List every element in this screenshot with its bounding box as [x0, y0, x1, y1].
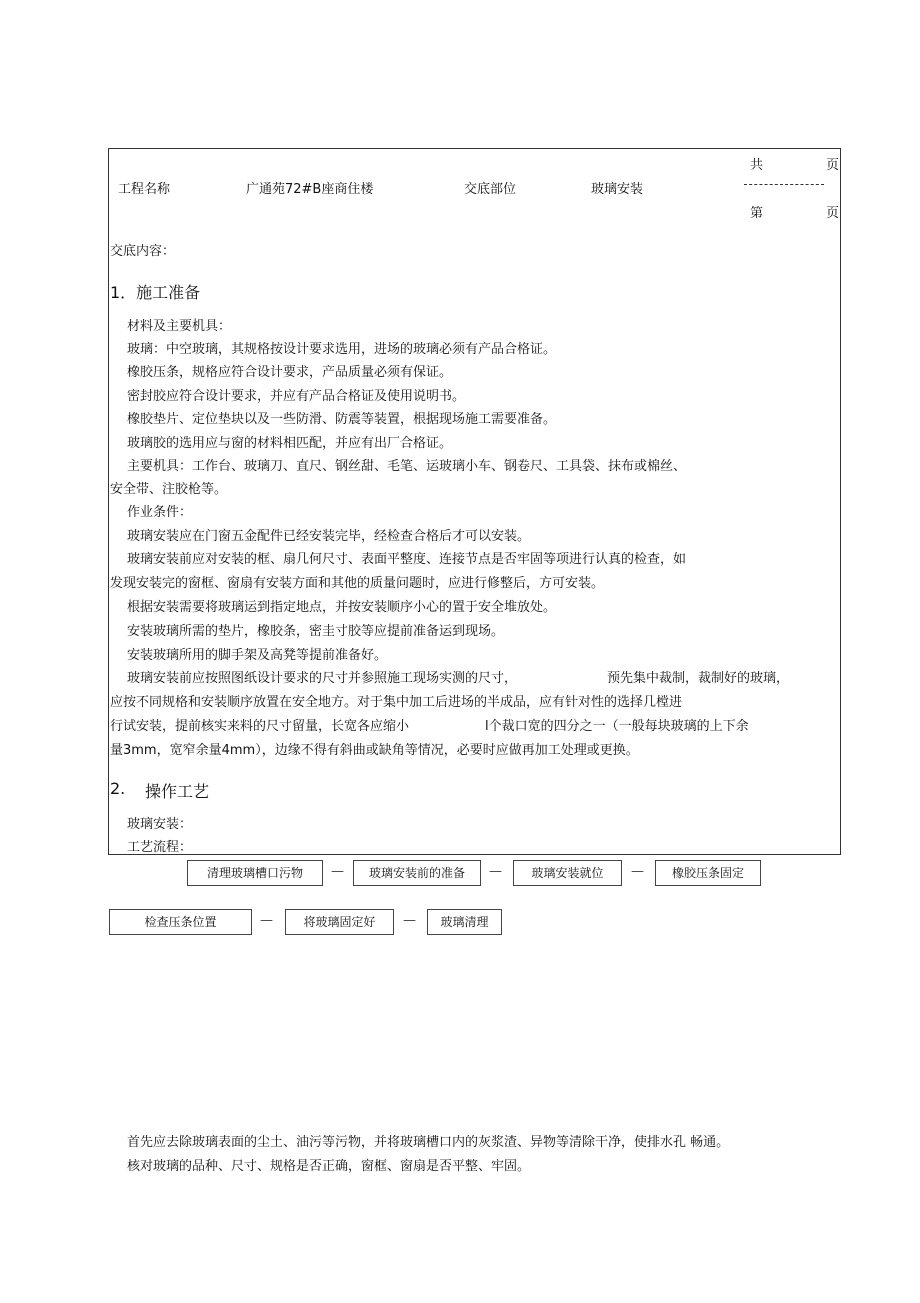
- s1-line: l个裁口宽的四分之一（一般每块玻璃的上下余: [485, 719, 749, 734]
- flow-connector: —: [489, 864, 502, 879]
- total-pages-suffix: 页: [826, 158, 840, 173]
- s1-line: 安全带、注胶枪等。: [110, 482, 228, 497]
- s1-line: 量3mm，宽窄余量4mm），边缘不得有斜曲或缺角等情况，必要时应做再加工处理或更换。: [110, 743, 639, 758]
- s1-line: 发现安装完的窗框、窗扇有安装方面和其他的质量问题时，应进行修整后，方可安装。: [110, 576, 605, 591]
- section1-title: 1．施工准备: [110, 283, 201, 302]
- flow-step-fix-glass: 将玻璃固定好: [285, 909, 394, 935]
- s2-line: 玻璃安装：: [127, 817, 193, 832]
- s2-line: 工艺流程：: [127, 840, 193, 855]
- flow-step-check-strip: 检查压条位置: [109, 909, 252, 935]
- s1-line: 作业条件：: [127, 505, 193, 520]
- s1-line: 玻璃安装前应按照图纸设计要求的尺寸并参照施工现场实测的尺寸，: [127, 671, 518, 686]
- footer-line: 首先应去除玻璃表面的尘土、油污等污物，并将玻璃槽口内的灰浆渣、异物等清除干净，使排水孔 畅通。: [127, 1135, 730, 1150]
- s1-line: 材料及主要机具：: [127, 319, 232, 334]
- s1-line: 应按不同规格和安装顺序放置在安全地方。对于集中加工后进场的半成品，应有针对性的选择几樘进: [110, 695, 683, 710]
- content-label: 交底内容：: [110, 244, 176, 259]
- section2-title: 操作工艺: [145, 782, 210, 801]
- s1-line: 预先集中裁制，裁制好的玻璃，: [607, 671, 790, 686]
- page-prefix: 第: [750, 206, 764, 221]
- s1-line: 根据安装需要将玻璃运到指定地点，并按安装顺序小心的置于安全堆放处。: [127, 600, 557, 615]
- s1-line: 玻璃胶的选用应与窗的材料相匹配，并应有出厂合格证。: [127, 436, 453, 451]
- flow-connector: —: [631, 864, 644, 879]
- s1-line: 密封胶应符合设计要求，并应有产品合格证及使用说明书。: [127, 389, 466, 404]
- s1-line: 主要机具：工作台、玻璃刀、直尺、钢丝甜、毛笔、运玻璃小车、钢卷尺、工具袋、抹布或棉丝、: [127, 459, 687, 474]
- part-label: 交底部位: [464, 182, 517, 197]
- s1-line: 安装玻璃所需的垫片，橡胶条，密圭寸胶等应提前准备运到现场。: [127, 624, 505, 639]
- flow-connector: —: [403, 913, 416, 928]
- s1-line: 橡胶垫片、定位垫块以及一些防滑、防震等装置，根据现场施工需要准备。: [127, 412, 557, 427]
- flow-step-fix-strip: 橡胶压条固定: [655, 860, 761, 886]
- flow-connector: —: [331, 864, 344, 879]
- flow-step-position: 玻璃安装就位: [513, 860, 622, 886]
- page-suffix: 页: [826, 206, 840, 221]
- page-divider: [744, 184, 824, 185]
- s1-line: 玻璃：中空玻璃，其规格按设计要求选用，进场的玻璃必须有产品合格证。: [127, 342, 557, 357]
- s1-line: 行试安装，提前核实来料的尺寸留量，长宽各应缩小: [110, 719, 410, 734]
- s1-line: 安装玻璃所用的脚手架及高凳等提前准备好。: [127, 648, 388, 663]
- total-pages-prefix: 共: [750, 158, 764, 173]
- flow-step-clean-groove: 清理玻璃槽口污物: [187, 860, 323, 886]
- project-name-value: 广通苑72#B座商住楼: [246, 182, 374, 197]
- part-value: 玻璃安装: [591, 182, 644, 197]
- footer-line: 核对玻璃的品种、尺寸、规格是否正确，窗框、窗扇是否平整、牢固。: [127, 1159, 531, 1174]
- s1-line: 橡胶压条，规格应符合设计要求，产品质量必须有保证。: [127, 365, 453, 380]
- section2-number: 2.: [110, 779, 126, 798]
- s1-line: 玻璃安装前应对安装的框、扇几何尺寸、表面平整度、连接节点是否牢固等项进行认真的检查，如: [127, 552, 687, 567]
- project-name-label: 工程名称: [118, 182, 171, 197]
- flow-step-clean-glass: 玻璃清理: [427, 909, 502, 935]
- flow-step-prepare: 玻璃安装前的准备: [353, 860, 481, 886]
- flow-connector: —: [260, 913, 273, 928]
- s1-line: 玻璃安装应在门窗五金配件已经安装完毕，经检查合格后才可以安装。: [127, 529, 531, 544]
